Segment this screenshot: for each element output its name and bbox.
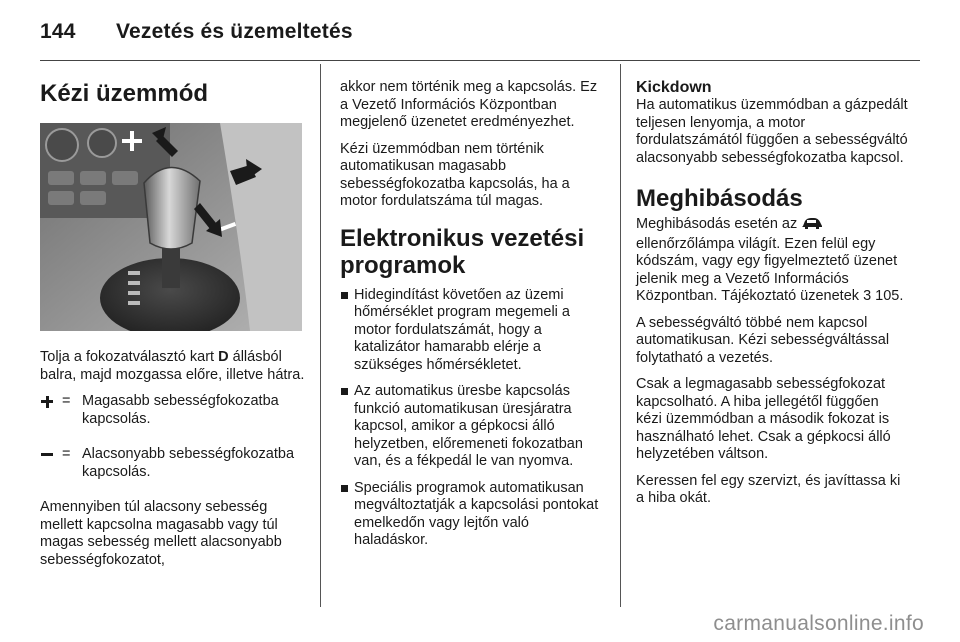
column-3 bbox=[636, 64, 908, 517]
page-header bbox=[40, 12, 353, 52]
paragraph-fault-indicator: Meghibásodás esetén az ellenőrzőlámpa világít. Ezen felül egy kódszám, vagy egy figyelmeztető üzenet jelenik meg a Vezető Információs Központban. Tájékoztató üzenetek 3 105. bbox=[636, 216, 904, 304]
column-1 bbox=[40, 64, 306, 578]
paragraph-no-auto-shift: A sebességváltó többé nem kapcsol automatikusan. Kézi sebességváltással folytatható a vezetés. bbox=[636, 314, 890, 366]
paragraph-shift-warning: Amennyiben túl alacsony sebesség mellett kapcsolna magasabb vagy túl magas sebesség mellett alacsonyabb sebességfokozatot, bbox=[40, 499, 282, 568]
list-item: Hidegindítást követően az üzemi hőmérséklet program megemeli a motor fordulatszámát, hogy a katalizátor hamarabb elérje a szükséges hőmérsékletet. bbox=[340, 287, 606, 375]
plus-icon bbox=[40, 393, 62, 428]
gear-selector-illustration bbox=[40, 123, 302, 331]
program-list bbox=[340, 287, 606, 550]
definition-upshift: = Magasabb sebességfokozatba kapcsolás. bbox=[40, 393, 306, 428]
list-item: Az automatikus üresbe kapcsolás funkció automatikusan üresjáratra kapcsol, amikor a gépkocsi álló helyzetben, előremeneti fokozatban van, és a fékpedál le van nyomva. bbox=[340, 383, 606, 471]
paragraph-kickdown: Ha automatikus üzemmódban a gázpedált teljesen lenyomja, a motor fordulatszámától függően a sebességváltó alacsonyabb sebességfokozatba kapcsol. bbox=[636, 97, 908, 166]
header-rule bbox=[40, 60, 920, 61]
minus-icon bbox=[40, 446, 62, 481]
manual-mode-intro: Tolja a fokozatválasztó kart D állásból balra, majd mozgassa előre, illetve hátra. bbox=[40, 349, 305, 383]
subheading-kickdown: Kickdown bbox=[636, 79, 712, 96]
paragraph-highest-gear: Csak a legmagasabb sebességfokozat kapcsolható. A hiba jellegétől függően kézi üzemmódban a második fokozat is használható lehet. Csak a gépkocsi álló helyzetében váltson. bbox=[636, 376, 891, 462]
column-2 bbox=[340, 64, 606, 559]
gear-position-d: D bbox=[218, 349, 229, 365]
section-heading-manual-mode: Kézi üzemmód bbox=[40, 80, 209, 107]
chapter-title: Vezetés és üzemeltetés bbox=[116, 20, 353, 43]
gear-selector-photo bbox=[40, 123, 302, 331]
page-reference: 3 105. bbox=[863, 288, 904, 304]
definition-downshift: = Alacsonyabb sebességfokozatba kapcsolás. bbox=[40, 446, 306, 481]
paragraph-no-auto-upshift: Kézi üzemmódban nem történik automatikusan magasabb sebességfokozatba kapcsolás, ha a motor fordulatszáma túl magas. bbox=[340, 140, 570, 209]
paragraph-no-shift: akkor nem történik meg a kapcsolás. Ez a Vezető Információs Központban megjelenő üzenetet eredményezhet. bbox=[340, 79, 598, 130]
section-heading-electronic-programs: Elektronikus vezetési programok bbox=[340, 224, 585, 279]
watermark: carmanualsonline.info bbox=[713, 612, 924, 635]
column-divider bbox=[320, 64, 321, 607]
column-divider bbox=[620, 64, 621, 607]
car-fault-icon bbox=[801, 216, 823, 236]
page-number: 144 bbox=[40, 20, 76, 43]
section-heading-fault: Meghibásodás bbox=[636, 185, 803, 212]
list-item: Speciális programok automatikusan megváltoztatják a kapcsolási pontokat emelkedőn vagy lejtőn való haladáskor. bbox=[340, 480, 606, 550]
paragraph-visit-service: Keressen fel egy szervizt, és javíttassa ki a hiba okát. bbox=[636, 472, 901, 506]
